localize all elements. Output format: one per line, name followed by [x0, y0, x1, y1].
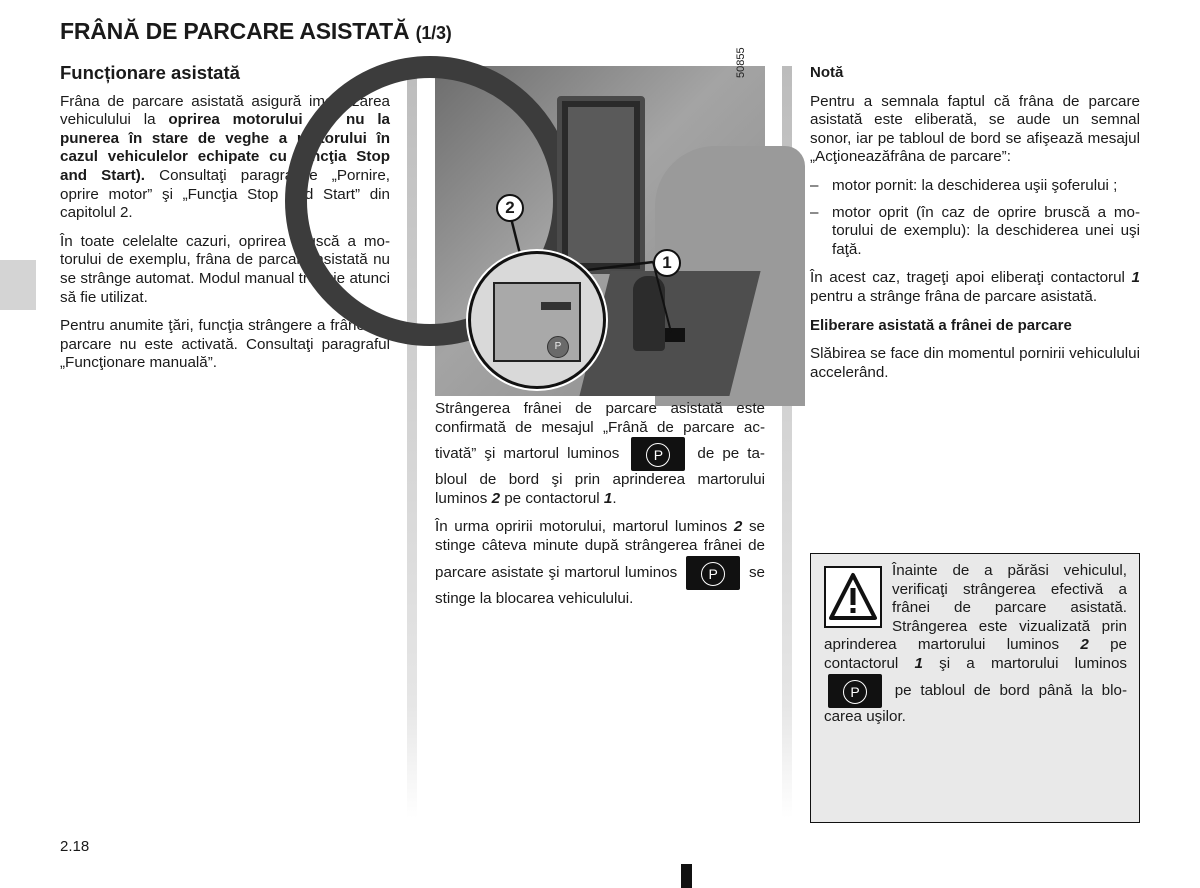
warning-triangle-icon [824, 566, 882, 628]
indicator-light-slot [541, 302, 571, 310]
ref-number: 1 [914, 654, 923, 672]
bold-text: oprirea motorului (şi nu la punerea în stare de veghe a motorului în cazul vehiculelor echipate cu funcţia Stop and Start). [60, 111, 390, 184]
page-title [60, 18, 452, 45]
ref-number: 2 [1080, 636, 1089, 654]
paragraph-3: Pentru anumite ţări, funcţia strângere a frânei de parcare nu este activată. Consultaţi paragraful „Funcţionare manuală”. [60, 317, 390, 372]
section-heading: Funcționare asistată [60, 62, 240, 83]
paragraph-2 [435, 518, 765, 608]
ref-number: 2 [491, 489, 501, 507]
chapter-tab [0, 260, 36, 310]
column-2 [435, 400, 765, 618]
text: pentru a strânge frâna de parcare asistată. [810, 287, 1098, 305]
zoom-inset [468, 251, 606, 389]
text: de pe tabloul de bord şi prin aprinderea martorului luminos [435, 445, 765, 507]
text: În urma opririi motorului, martorul luminos [435, 518, 734, 536]
ref-number: 1 [1131, 269, 1140, 287]
note-list [810, 177, 1140, 259]
indicator-symbol: P [701, 562, 725, 586]
list-item: – motor oprit (în caz de oprire bruscă a motorului de exemplu): la deschiderea unei uşi faţă. [810, 204, 1140, 260]
paragraph-2: În toate celelalte cazuri, oprirea bruscă a motorului de exemplu, frâna de parcare asistată nu se strânge automat. Modul manual trebuie atunci să fie utilizat. [60, 232, 390, 306]
note-paragraph: Pentru a semnala faptul că frâna de parcare asistată este eliberată, se aude un semnal sonor, iar pe tabloul de bord se afişează mesajul „Acţioneazăfrâna de parcare”: [810, 92, 1140, 166]
paragraph [810, 269, 1140, 306]
parking-switch-icon: P [547, 336, 569, 358]
indicator-symbol: P [646, 443, 670, 467]
text: pe contactorul [824, 636, 1127, 672]
text: şi a martorului luminos [922, 654, 1127, 672]
callout-2: 2 [496, 194, 524, 222]
text: În acest caz, trageţi apoi eliberaţi contactorul [810, 269, 1132, 287]
page-number: 2.18 [60, 838, 90, 855]
text: se stinge câteva minute după strângerea frânei de parcare asistate şi martorul luminos [435, 518, 765, 581]
switch-panel [493, 282, 581, 362]
paragraph-1 [435, 400, 765, 508]
text: pe tabloul de bord până la blocarea uşilor. [824, 681, 1127, 725]
parking-warning-light-icon [686, 556, 740, 590]
text: Strângerea frânei de parcare asistată este confirmată de mesajul „Frână de parcare activată” şi martorul luminos [435, 400, 765, 463]
ref-number: 1 [603, 489, 613, 507]
ref-number: 2 [733, 518, 743, 536]
page-title-text: FRÂNĂ DE PARCARE ASISTATĂ [60, 18, 410, 44]
parking-warning-light-icon [828, 674, 882, 708]
column-3 [810, 64, 1140, 392]
release-heading: Eliberare asistată a frânei de parcare [810, 316, 1072, 334]
list-item: – motor pornit: la deschiderea uşii şoferului ; [810, 177, 1140, 196]
warning-box [810, 553, 1140, 823]
text: . [612, 489, 617, 507]
parking-warning-light-icon [631, 437, 685, 471]
release-paragraph: Slăbirea se face din momentul pornirii vehiculului accelerând. [810, 345, 1140, 381]
print-mark [681, 864, 692, 888]
note-heading: Notă [810, 64, 844, 81]
page-title-part: (1/3) [415, 23, 452, 43]
text: se stinge la blocarea vehiculului. [435, 563, 766, 607]
text: pe contactorul [500, 489, 604, 507]
text: Frâna de parcare asistată asigură imobilizarea vehiculului la [60, 92, 390, 129]
image-number: 50855 [735, 47, 747, 78]
dashboard-photo [435, 47, 765, 396]
indicator-symbol: P [843, 680, 867, 704]
text: Înainte de a părăsi vehiculul, verificaţi strângerea efectivă a frânei de parcare asistată. Strângerea este vizualizată prin aprinderea martorului luminos [824, 562, 1127, 654]
callout-1: 1 [653, 249, 681, 277]
text: Consultaţi paragrafele „Pornire, oprire motor” şi „Funcţia Stop and Start” din capitolul 2. [60, 166, 390, 222]
